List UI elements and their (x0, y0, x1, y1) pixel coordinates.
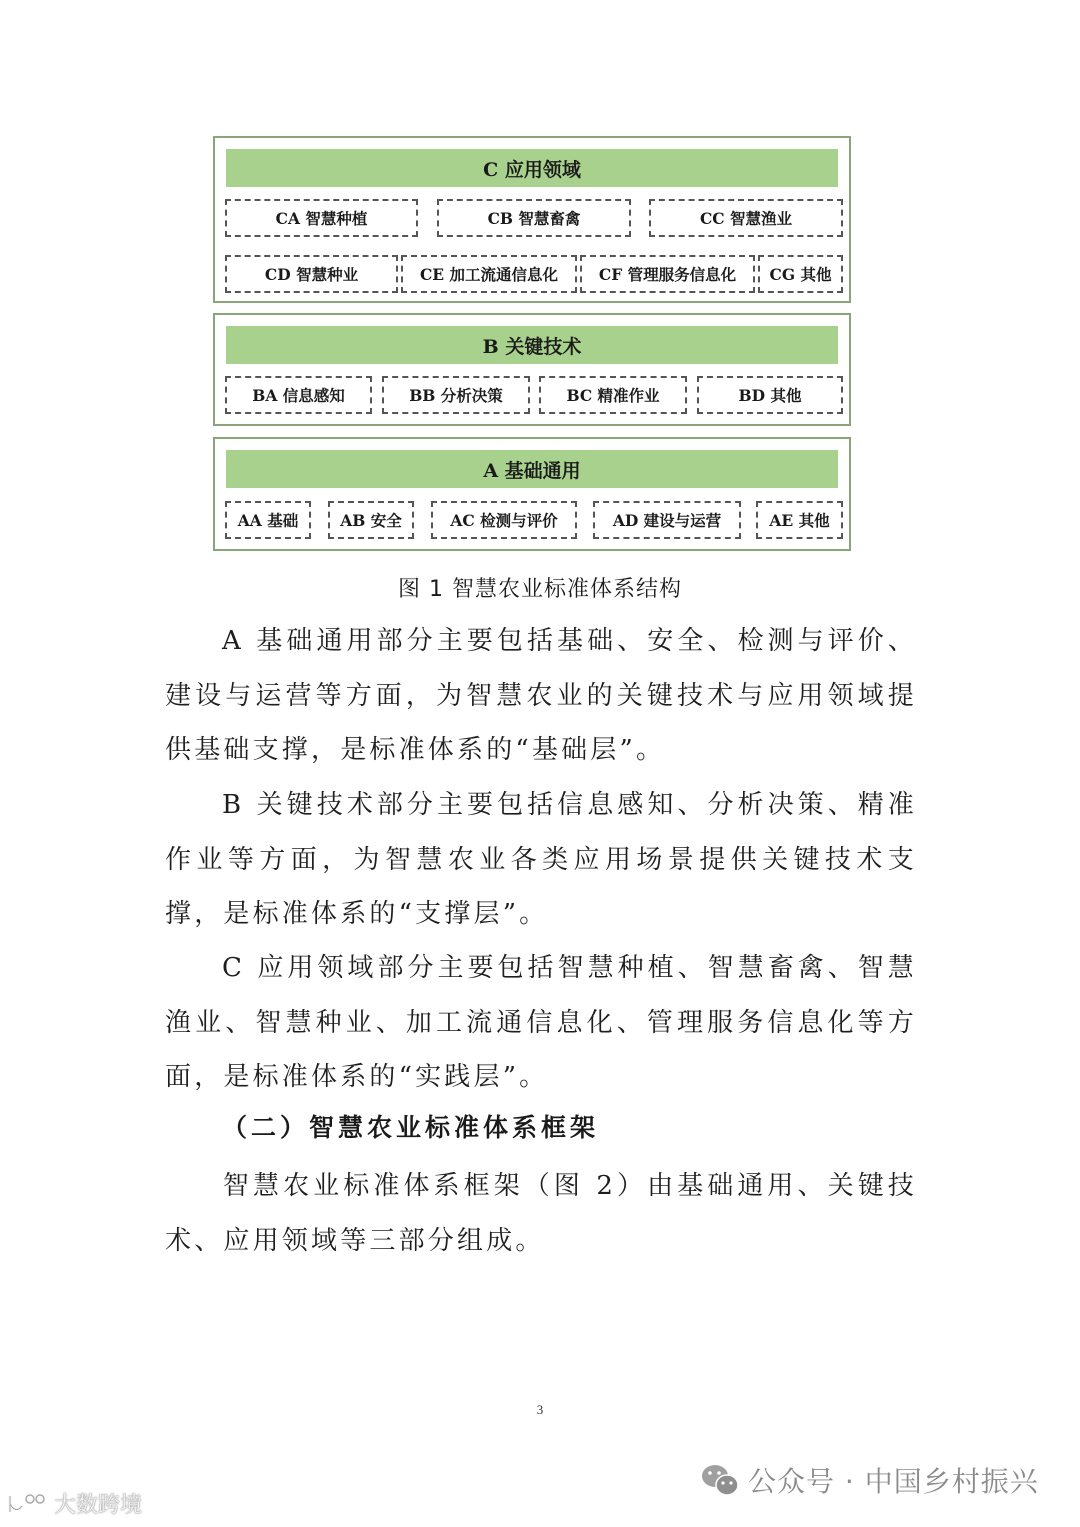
cell-cg: CG 其他 (758, 255, 843, 293)
watermark-brand (6, 1488, 142, 1519)
paragraph-framework (165, 1159, 917, 1268)
cell-bb: BB 分析决策 (382, 376, 530, 414)
cell-ad: AD 建设与运营 (593, 501, 741, 539)
cell-cb: CB 智慧畜禽 (437, 199, 631, 237)
cell-ae: AE 其他 (756, 501, 843, 539)
cell-cf: CF 管理服务信息化 (580, 255, 755, 293)
layer-b-header: B 关键技术 (226, 326, 838, 364)
cell-bc: BC 精准作业 (539, 376, 687, 414)
cell-cd: CD 智慧种业 (225, 255, 398, 293)
cell-cc: CC 智慧渔业 (649, 199, 843, 237)
layer-b-key-technology (213, 313, 851, 426)
paragraph-text: A 基础通用部分主要包括基础、安全、检测与评价、建设与运营等方面，为智慧农业的关键技术与应用领域提供基础支撑，是标准体系的“基础层”。 (165, 626, 917, 765)
section-heading: （二）智慧农业标准体系框架 (222, 1113, 600, 1142)
cell-bd: BD 其他 (697, 376, 843, 414)
cell-ca: CA 智慧种植 (225, 199, 418, 237)
logo-icon (6, 1492, 50, 1516)
paragraph-text: B 关键技术部分主要包括信息感知、分析决策、精准作业等方面，为智慧农业各类应用场景提供关键技术支撑，是标准体系的“支撑层”。 (165, 790, 917, 929)
page-number: 3 (536, 1402, 544, 1417)
paragraph-b-key-technology (165, 778, 917, 942)
cell-aa: AA 基础 (225, 501, 311, 539)
paragraph-text: 智慧农业标准体系框架（图 2）由基础通用、关键技术、应用领域等三部分组成。 (165, 1171, 917, 1256)
brand-text: 大数跨境 (54, 1493, 143, 1518)
layer-c-header: C 应用领域 (226, 149, 838, 187)
layer-a-header: A 基础通用 (226, 450, 838, 488)
paragraph-text: C 应用领域部分主要包括智慧种植、智慧畜禽、智慧渔业、智慧种业、加工流通信息化、管理服务信息化等方面，是标准体系的“实践层”。 (165, 953, 917, 1092)
wechat-icon (700, 1462, 740, 1498)
figure-caption: 图 1 智慧农业标准体系结构 (398, 577, 682, 602)
cell-ba: BA 信息感知 (225, 376, 372, 414)
layer-a-foundation (213, 437, 851, 551)
cell-ab: AB 安全 (328, 501, 414, 539)
paragraph-a-foundation (165, 614, 917, 778)
paragraph-c-application (165, 941, 917, 1105)
cell-ce: CE 加工流通信息化 (401, 255, 577, 293)
watermark-wechat-account (700, 1460, 1039, 1500)
wechat-account-text: 公众号 · 中国乡村振兴 (748, 1465, 1039, 1498)
layer-c-application (213, 136, 851, 303)
cell-ac: AC 检测与评价 (431, 501, 577, 539)
